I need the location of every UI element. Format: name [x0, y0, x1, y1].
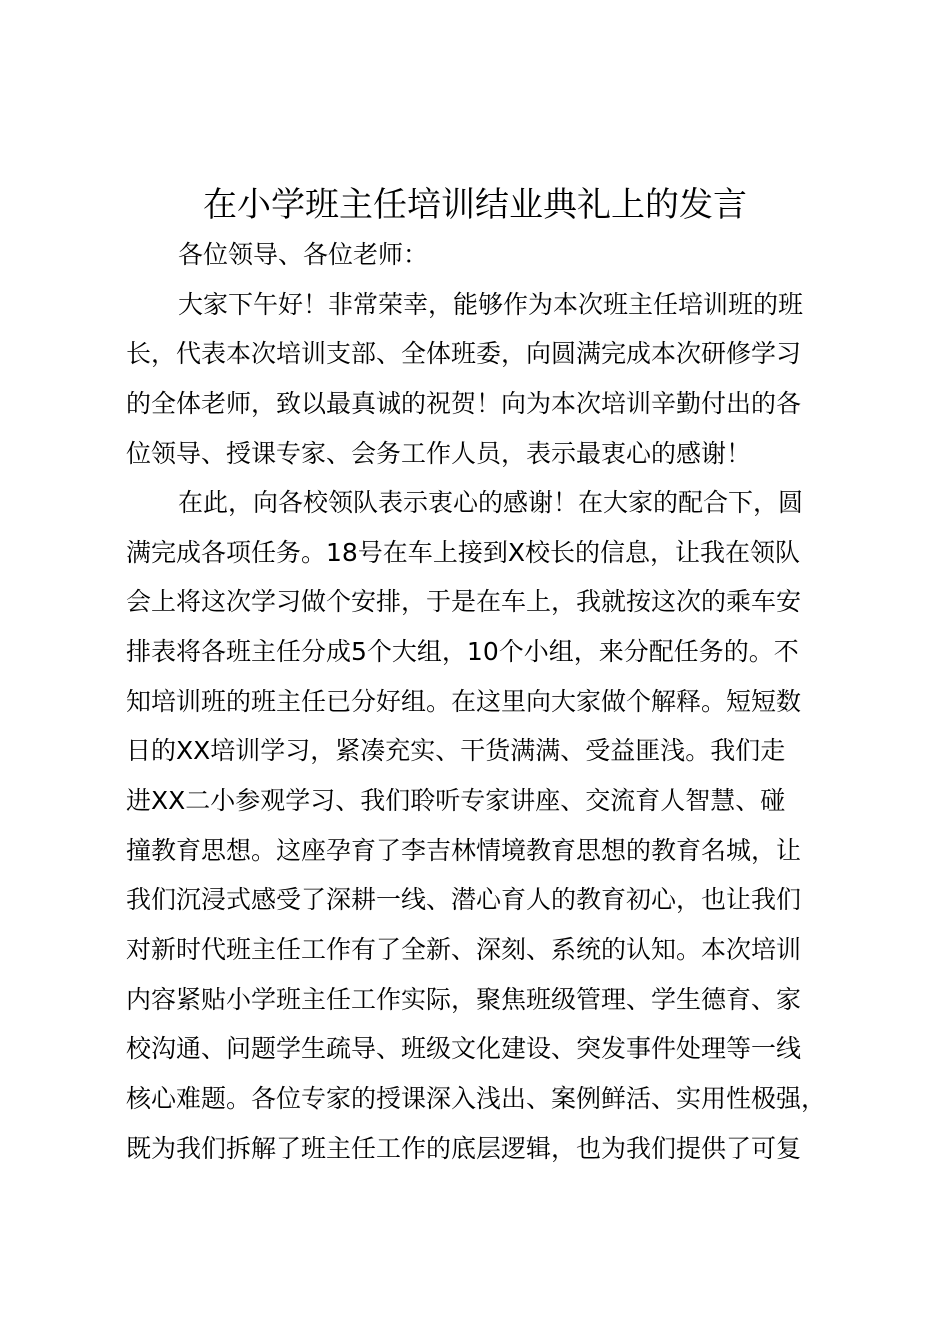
text-line: 内容紧贴小学班主任工作实际，聚焦班级管理、学生德育、家 [126, 984, 802, 1014]
document-title: 在小学班主任培训结业典礼上的发言 [203, 185, 747, 225]
text-line: 满完成各项任务。18号在车上接到X校长的信息，让我在领队 [126, 537, 800, 567]
text-line: 各位领导、各位老师： [178, 240, 429, 269]
document-body [126, 230, 836, 1173]
text-line: 大家下午好！非常荣幸，能够作为本次班主任培训班的班 [178, 289, 804, 319]
text-line: 我们沉浸式感受了深耕一线、潜心育人的教育初心，也让我们 [126, 885, 802, 915]
text-line: 核心难题。各位专家的授课深入浅出、案例鲜活、实用性极强， [126, 1083, 827, 1113]
text-line: 长，代表本次培训支部、全体班委，向圆满完成本次研修学习 [126, 339, 802, 369]
text-line: 排表将各班主任分成5个大组，10个小组，来分配任务的。不 [126, 637, 799, 667]
text-line: 会上将这次学习做个安排，于是在车上，我就按这次的乘车安 [126, 587, 802, 617]
text-line: 校沟通、问题学生疏导、班级文化建设、突发事件处理等一线 [126, 1034, 802, 1064]
text-line: 知培训班的班主任已分好组。在这里向大家做个解释。短短数 [126, 686, 802, 716]
text-line: 日的XX培训学习，紧凑充实、干货满满、受益匪浅。我们走 [126, 736, 786, 766]
text-line: 在此，向各校领队表示衷心的感谢！在大家的配合下，圆 [178, 488, 804, 518]
text-line: 撞教育思想。这座孕育了李吉林情境教育思想的教育名城，让 [126, 835, 802, 865]
text-line: 进XX二小参观学习、我们聆听专家讲座、交流育人智慧、碰 [126, 786, 786, 816]
text-line: 位领导、授课专家、会务工作人员，表示最衷心的感谢！ [126, 438, 752, 468]
text-line: 的全体老师，致以最真诚的祝贺！向为本次培训辛勤付出的各 [126, 388, 802, 418]
text-line: 对新时代班主任工作有了全新、深刻、系统的认知。本次培训 [126, 934, 802, 964]
text-line: 既为我们拆解了班主任工作的底层逻辑，也为我们提供了可复 [126, 1133, 802, 1163]
